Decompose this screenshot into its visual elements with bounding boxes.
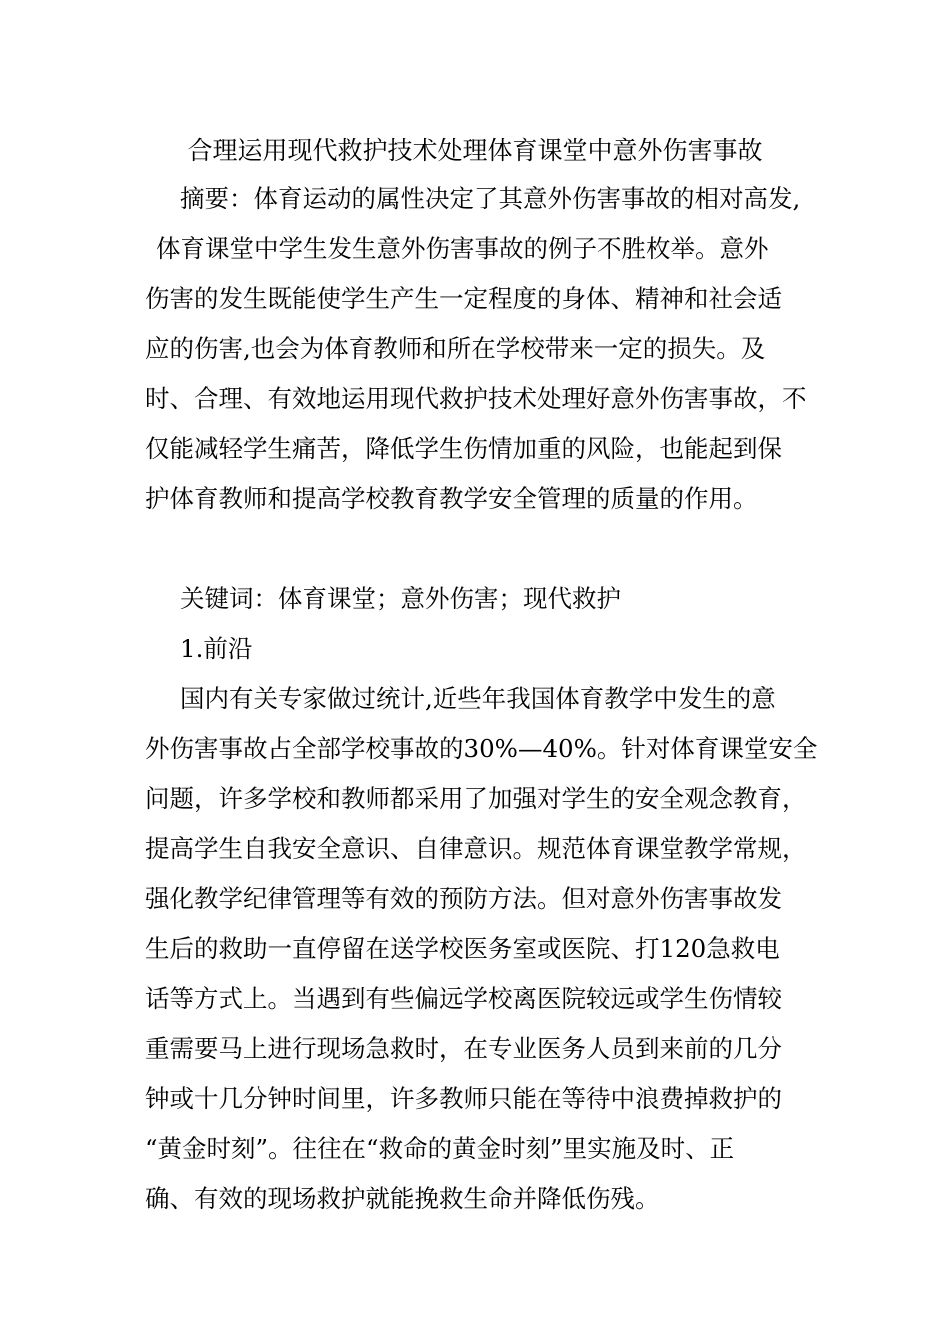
abstract-line: 摘要：体育运动的属性决定了其意外伤害事故的相对高发,: [180, 184, 801, 213]
body-line: 重需要马上进行现场急救时，在专业医务人员到来前的几分: [145, 1034, 782, 1063]
abstract-line: 伤害的发生既能使学生产生一定程度的身体、精神和社会适: [145, 284, 782, 313]
keywords: 关键词：体育课堂；意外伤害；现代救护: [180, 584, 621, 613]
body-line: 问题，许多学校和教师都采用了加强对学生的安全观念教育，: [145, 784, 807, 813]
document-title: 合理运用现代救护技术处理体育课堂中意外伤害事故: [187, 136, 763, 165]
body-line: 确、有效的现场救护就能挽救生命并降低伤残。: [145, 1184, 660, 1213]
body-line: 话等方式上。当遇到有些偏远学校离医院较远或学生伤情较: [145, 984, 782, 1013]
body-line: 提高学生自我安全意识、自律意识。规范体育课堂教学常规，: [145, 834, 807, 863]
abstract-line: 时、合理、有效地运用现代救护技术处理好意外伤害事故，不: [145, 384, 807, 413]
abstract-line: 仅能减轻学生痛苦，降低学生伤情加重的风险，也能起到保: [145, 434, 782, 463]
abstract-line: 护体育教师和提高学校教育教学安全管理的质量的作用。: [145, 484, 758, 513]
body-line: “黄金时刻”。往往在“救命的黄金时刻”里实施及时、正: [145, 1134, 735, 1163]
body-line: 外伤害事故占全部学校事故的30%—40%。针对体育课堂安全: [145, 734, 818, 763]
section-heading: 1.前沿: [180, 634, 253, 663]
body-line: 生后的救助一直停留在送学校医务室或医院、打120急救电: [145, 934, 780, 963]
abstract-line: 体育课堂中学生发生意外伤害事故的例子不胜枚举。意外: [156, 234, 769, 263]
body-line: 强化教学纪律管理等有效的预防方法。但对意外伤害事故发: [145, 884, 782, 913]
body-line: 钟或十几分钟时间里，许多教师只能在等待中浪费掉救护的: [145, 1084, 782, 1113]
abstract-line: 应的伤害,也会为体育教师和所在学校带来一定的损失。及: [145, 334, 766, 363]
body-line: 国内有关专家做过统计,近些年我国体育教学中发生的意: [180, 684, 776, 713]
